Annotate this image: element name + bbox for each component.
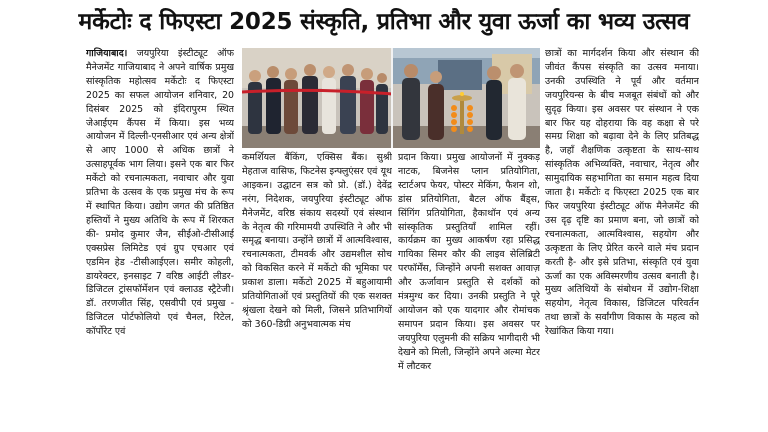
- headline: मर्केटोः द फिएस्टा 2025 संस्कृति, प्रतिभा और युवा ऊर्जा का भव्य उत्सव: [78, 9, 690, 35]
- article-column-4: [545, 47, 699, 429]
- column-3-text: प्रदान किया। प्रमुख आयोजनों में नुक्कड़ नाटक, बिजनेस प्लान प्रतियोगिता, स्टार्टअप फेयर, पोस्टर मेकिंग, फैशन शो, डांस प्रतियोगिता, बैटल ऑफ बैंड्स, सिंगिंग प्रतियोगिता, हैकाथॉन एवं अन्य सांस्कृतिक प्रस्तुतियाँ शामिल रहीं। कार्यक्रम का मुख्य आकर्षण रहा प्रसिद्ध गायिका सिमर कौर की लाइव सेलिब्रिटी परफॉर्मेंस, जिन्होंने अपनी सशक्त आवाज़ और ऊर्जावान प्रस्तुति से दर्शकों को मंत्रमुग्ध कर दिया। उनकी प्रस्तुति ने पूरे आयोजन को एक यादगार और रोमांचक समापन प्रदान किया। इस अवसर पर जयपुरिया एलुमनी की सक्रिय भागीदारी भी देखने को मिली, जिन्होंने अपने अल्मा मेटर में लौटकर: [398, 152, 540, 372]
- column-2-text: कमर्शियल बैंकिंग, एक्सिस बैंक। सुश्री मेहताज वासिफ, फिटनेस इन्फ्लुएंसर एवं यूथ आइकन। उद्घाटन सत्र को प्रो. (डॉ.) देवेंद्र नरंग, निदेशक, जयपुरिया इंस्टीट्यूट ऑफ मैनेजमेंट, वरिष्ठ संकाय सदस्यों एवं संस्थान के नेतृत्व की गरिमामयी उपस्थिति ने और भी समृद्ध बनाया। उन्होंने छात्रों में आत्मविश्वास, रचनात्मकता, टीमवर्क और उद्यमशील सोच को विकसित करने में मर्केटो की भूमिका पर प्रकाश डाला। मर्केटो 2025 में बहुआयामी प्रतियोगिताओं एवं प्रस्तुतियों की एक सशक्त श्रृंखला देखने को मिली, जिसने प्रतिभागियों को 360-डिग्री अनुभवात्मक मंच: [242, 152, 392, 330]
- event-photo: [242, 48, 540, 148]
- article-column-3: [398, 151, 540, 429]
- column-1-text: जयपुरिया इंस्टीट्यूट ऑफ मैनेजमेंट गाजियाबाद ने अपने वार्षिक प्रमुख सांस्कृतिक महोत्सव मर्केटोः द फिएस्टा 2025 का सफल आयोजन शनिवार, 20 दिसंबर 2025 को इंदिरापुरम स्थित जेआईएम कैंपस में किया। इस भव्य आयोजन में दिल्ली-एनसीआर एवं अन्य क्षेत्रों से आए 1000 से अधिक छात्रों ने उत्साहपूर्वक भाग लिया। इसने एक बार फिर मर्केटो को रचनात्मकता, नवाचार और युवा प्रतिभा के उत्सव के एक प्रमुख मंच के रूप में स्थापित किया। उद्योग जगत की प्रतिष्ठित हस्तियों ने मुख्य अतिथि के रूप में शिरकत की- प्रमोद कुमार जैन, सीईओ-टीसीआई एक्सप्रेस लिमिटेड एवं ग्रुप एचआर एवं एडमिन हेड -टीसीआईएल। समीर कोहली, डायरेक्टर, इनसाइट 7 वरिष्ठ आईटी लीडर- डिजिटल ट्रांसफॉर्मेशन एवं क्लाउड स्ट्रैटेजी। डॉ. तरणजीत सिंह, एसवीपी एवं प्रमुख - डिजिटल पोर्टफोलियो एवं चैनल, रिटेल, कॉर्पोरेट एवं: [86, 48, 234, 338]
- article-column-2: [242, 151, 392, 429]
- dateline: गाजियाबाद।: [86, 48, 128, 59]
- column-4-text: छात्रों का मार्गदर्शन किया और संस्थान की जीवंत कैंपस संस्कृति का उत्सव मनाया। उनकी उपस्थिति ने पूर्व और वर्तमान जयपुरियन्स के बीच मजबूत संबंधों को और सुदृढ़ किया। इस अवसर पर संस्थान ने एक बार फिर यह दोहराया कि वह कक्षा से परे समग्र शिक्षा को बढ़ावा देने के लिए प्रतिबद्ध है, जहाँ शैक्षणिक उत्कृष्टता के साथ-साथ सांस्कृतिक अभिव्यक्ति, नवाचार, नेतृत्व और सामुदायिक सहभागिता का समान महत्व दिया जाता है। मर्केटोः द फिएस्टा 2025 एक बार फिर जयपुरिया इंस्टीट्यूट ऑफ मैनेजमेंट की उस दृढ़ दृष्टि का प्रमाण बना, जो छात्रों को रचनात्मकता, आत्मविश्वास, सहयोग और उत्कृष्टता के लिए प्रेरित करने वाले मंच प्रदान करती है- और इसे प्रतिभा, संस्कृति एवं युवा ऊर्जा का एक अविस्मरणीय उत्सव बनाती है। मुख्य अतिथियों के संबोधन में उद्योग-शिक्षा सहयोग, नेतृत्व विकास, डिजिटल परिवर्तन तथा छात्रों के सर्वांगीण विकास के महत्व को रेखांकित किया गया।: [545, 48, 699, 338]
- article-column-1: [86, 47, 234, 429]
- ribbon-cutting-image: [242, 48, 540, 148]
